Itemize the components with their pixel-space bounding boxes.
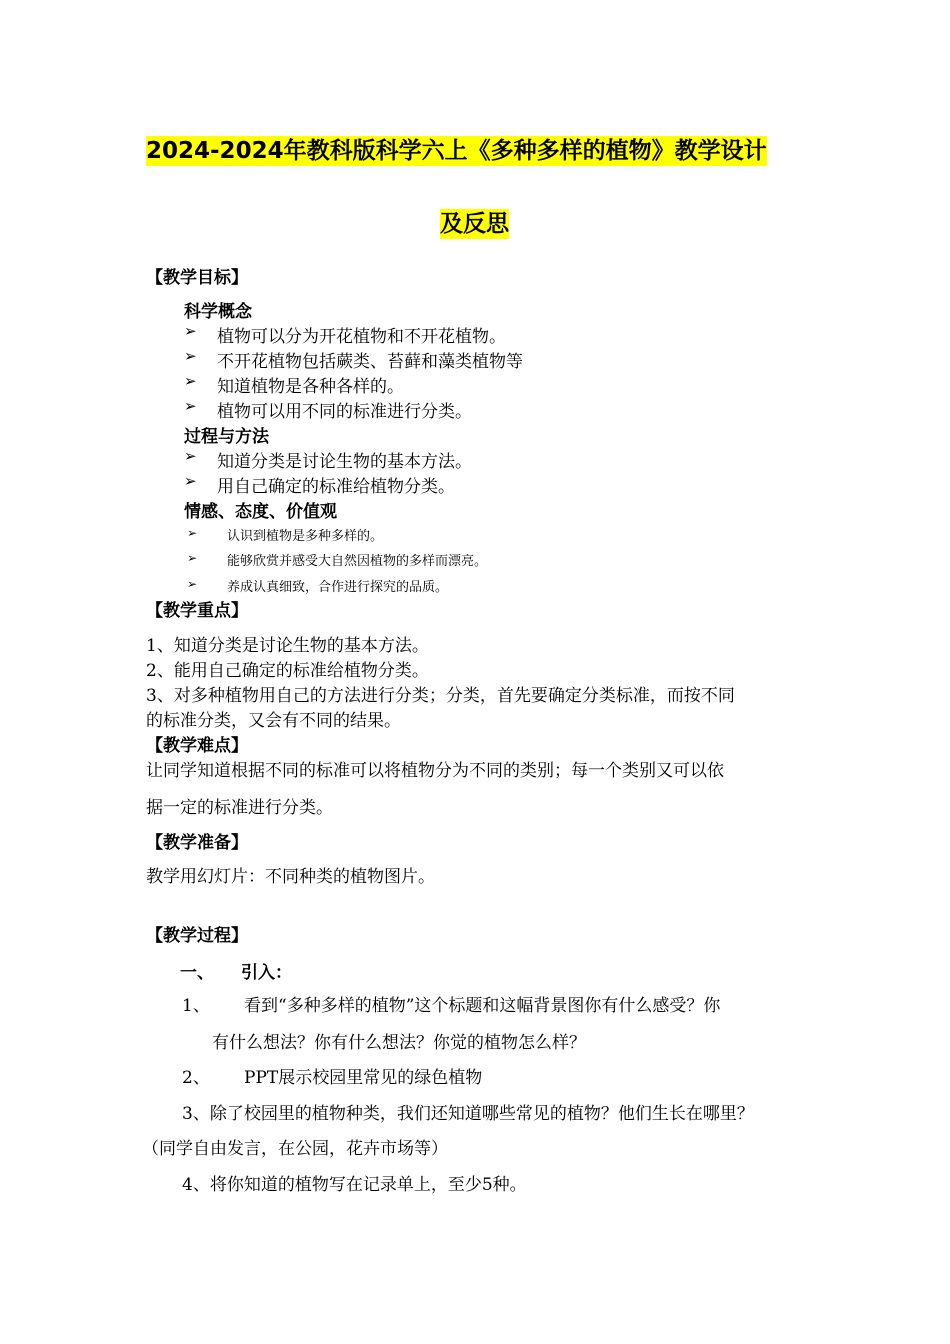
step3-line2: （同学自由发言，在公园，花卉市场等） (142, 1139, 448, 1159)
bullet-arrow-icon: ➢ (184, 472, 197, 490)
key-point-line: 2、能用自己确定的标准给植物分类。 (146, 661, 429, 681)
bullet-arrow-icon: ➢ (184, 322, 197, 340)
step-number: 1、 (182, 996, 210, 1016)
key-points-heading: 【教学重点】 (146, 601, 248, 621)
process-method-label: 过程与方法 (184, 427, 269, 447)
concept-item-text: 知道植物是各种各样的。 (217, 377, 404, 397)
concept-label: 科学概念 (184, 302, 252, 322)
concept-item-text: 植物可以用不同的标准进行分类。 (217, 402, 472, 422)
bullet-arrow-icon: ➢ (184, 372, 197, 390)
difficulties-text-line2: 据一定的标准进行分类。 (146, 798, 333, 818)
attitude-item-text: 认识到植物是多种多样的。 (227, 529, 384, 544)
key-point-line: 的标准分类，又会有不同的结果。 (146, 711, 401, 731)
bullet-arrow-icon: ➢ (187, 551, 198, 565)
concept-item-text: 不开花植物包括蕨类、苔藓和藻类植物等 (217, 352, 523, 372)
attitude-item-text: 能够欣赏并感受大自然因植物的多样而漂亮。 (227, 554, 488, 569)
bullet-arrow-icon: ➢ (187, 577, 198, 591)
step2-text: PPT展示校园里常见的绿色植物 (244, 1068, 483, 1088)
section-label: 引入： (241, 963, 292, 983)
attitude-item-text: 养成认真细致，合作进行探究的品质。 (227, 580, 449, 595)
step1-line1: 看到“多种多样的植物”这个标题和这幅背景图你有什么感受？你 (244, 996, 721, 1016)
step-number: 2、 (182, 1068, 210, 1088)
attitude-label: 情感、态度、价值观 (184, 502, 337, 522)
objectives-heading: 【教学目标】 (146, 268, 248, 288)
document-title-line1: 2024-2024年教科版科学六上《多种多样的植物》教学设计 (146, 138, 767, 164)
bullet-arrow-icon: ➢ (187, 526, 198, 540)
bullet-arrow-icon: ➢ (184, 347, 197, 365)
document-title-line2: 及反思 (440, 211, 509, 237)
bullet-arrow-icon: ➢ (184, 447, 197, 465)
bullet-arrow-icon: ➢ (184, 397, 197, 415)
concept-item-text: 植物可以分为开花植物和不开花植物。 (217, 327, 506, 347)
process-item-text: 知道分类是讨论生物的基本方法。 (217, 452, 472, 472)
preparation-heading: 【教学准备】 (146, 833, 248, 853)
difficulties-text-line1: 让同学知道根据不同的标准可以将植物分为不同的类别；每一个类别又可以依 (146, 761, 724, 781)
section-number: 一、 (180, 963, 214, 983)
step4-text: 4、将你知道的植物写在记录单上，至少5种。 (182, 1175, 527, 1195)
process-item-text: 用自己确定的标准给植物分类。 (217, 477, 455, 497)
preparation-text: 教学用幻灯片：不同种类的植物图片。 (146, 867, 435, 887)
difficulties-heading: 【教学难点】 (146, 736, 248, 756)
key-point-line: 3、对多种植物用自己的方法进行分类；分类，首先要确定分类标准，而按不同 (146, 686, 735, 706)
process-heading: 【教学过程】 (146, 926, 248, 946)
step1-line2: 有什么想法？你有什么想法？你觉的植物怎么样？ (212, 1033, 586, 1053)
key-point-line: 1、知道分类是讨论生物的基本方法。 (146, 636, 429, 656)
step3-line1: 3、除了校园里的植物种类，我们还知道哪些常见的植物？他们生长在哪里？ (182, 1104, 754, 1124)
